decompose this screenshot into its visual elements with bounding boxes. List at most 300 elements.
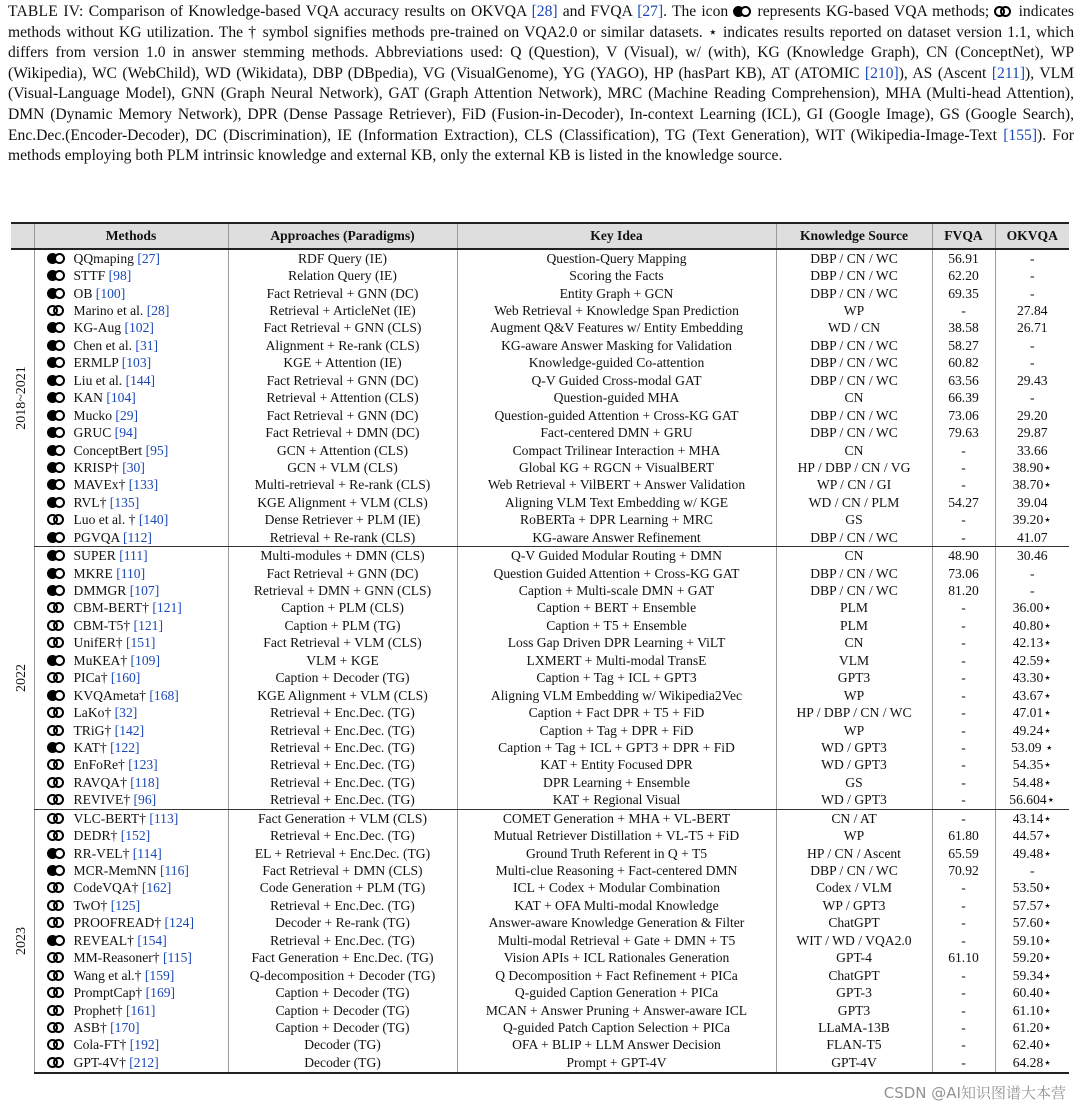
year-group-cell — [11, 810, 34, 1073]
method-cell — [34, 704, 228, 721]
knowledge-source-cell: CN — [776, 442, 932, 459]
no-kg-icon — [47, 917, 66, 928]
key-idea-cell: Question Guided Attention + Cross-KG GAT — [457, 565, 776, 582]
fvqa-cell: - — [932, 529, 995, 547]
okvqa-cell: - — [995, 390, 1069, 407]
method-citation: [113] — [149, 810, 179, 826]
approach-cell: RDF Query (IE) — [228, 249, 457, 267]
method-citation: [111] — [119, 548, 148, 564]
method-cell — [34, 1054, 228, 1072]
table-row — [11, 897, 1069, 914]
method-citation: [115] — [162, 950, 192, 966]
okvqa-cell: 43.14⋆ — [995, 810, 1069, 828]
method-name: Chen et al. — [73, 337, 136, 353]
knowledge-source-cell: LLaMA-13B — [776, 1019, 932, 1036]
method-name: PICa† — [73, 670, 111, 686]
method-name: Cola-FT† — [73, 1037, 130, 1053]
method-citation: [133] — [128, 477, 159, 493]
knowledge-source-cell: GPT-4 — [776, 950, 932, 967]
caption-text-segment: ), AS (Ascent — [898, 64, 992, 82]
kg-based-icon — [47, 445, 66, 456]
knowledge-source-cell: CN — [776, 547, 932, 565]
no-kg-icon — [47, 777, 66, 788]
method-name: DMMGR — [73, 583, 130, 599]
method-cell — [34, 442, 228, 459]
knowledge-source-cell: GPT3 — [776, 670, 932, 687]
method-name: ERMLP — [73, 355, 122, 371]
knowledge-source-cell: WP — [776, 302, 932, 319]
method-citation: [144] — [125, 372, 156, 388]
method-cell — [34, 600, 228, 617]
method-cell — [34, 477, 228, 494]
okvqa-cell: 42.59⋆ — [995, 652, 1069, 669]
method-name: KG-Aug — [73, 320, 125, 336]
approach-cell: Caption + Decoder (TG) — [228, 1019, 457, 1036]
approach-cell: Multi-retrieval + Re-rank (CLS) — [228, 477, 457, 494]
method-citation: [95] — [145, 442, 169, 458]
okvqa-cell: 29.43 — [995, 372, 1069, 389]
key-idea-cell: Prompt + GPT-4V — [457, 1054, 776, 1072]
method-name: QQmaping — [73, 250, 138, 266]
kg-based-icon — [47, 288, 66, 299]
method-cell — [34, 494, 228, 511]
method-name: REVEAL† — [73, 932, 138, 948]
table-row — [11, 1054, 1069, 1072]
knowledge-source-cell: DBP / CN / WC — [776, 372, 932, 389]
okvqa-cell: 36.00⋆ — [995, 600, 1069, 617]
approach-cell: Retrieval + Enc.Dec. (TG) — [228, 897, 457, 914]
okvqa-cell: 29.20 — [995, 407, 1069, 424]
knowledge-source-cell: DBP / CN / WC — [776, 249, 932, 267]
kg-based-icon — [47, 462, 66, 473]
okvqa-cell: - — [995, 337, 1069, 354]
table-row — [11, 932, 1069, 949]
method-name: CodeVQA† — [73, 880, 142, 896]
table-row — [11, 459, 1069, 476]
method-citation: [212] — [129, 1054, 159, 1070]
approach-cell: EL + Retrieval + Enc.Dec. (TG) — [228, 845, 457, 862]
knowledge-source-cell: CN / AT — [776, 810, 932, 828]
kg-based-icon — [47, 410, 66, 421]
approach-cell: Retrieval + Enc.Dec. (TG) — [228, 739, 457, 756]
kg-based-icon — [47, 585, 66, 596]
table-row — [11, 984, 1069, 1001]
approach-cell: KGE Alignment + VLM (CLS) — [228, 687, 457, 704]
key-idea-cell: KAT + OFA Multi-modal Knowledge — [457, 897, 776, 914]
method-cell — [34, 617, 228, 634]
knowledge-source-cell: WD / GPT3 — [776, 739, 932, 756]
fvqa-cell: - — [932, 704, 995, 721]
okvqa-cell: - — [995, 862, 1069, 879]
table-row — [11, 722, 1069, 739]
approach-cell: Retrieval + Enc.Dec. (TG) — [228, 774, 457, 791]
caption-text-segment: indicates methods without KG utilization. The † symbol signifies methods pre-trained on VQA2.0 or similar datasets. ⋆ indicates results reported on dataset version 1.1, which differs from version 1.0 in answer stemming methods. Abbreviations used: Q (Question), V (Visual), w/ (with), KG (Knowledge Graph), CN (ConceptNet), WP (Wikipedia), WC (WebChild), WD (Wikidata), DBP (DBpedia), VG (VisualGenome), YG (YAGO), HP (hasPart KB), AT (ATOMIC — [8, 3, 1074, 82]
method-cell — [34, 739, 228, 756]
key-idea-cell: Ground Truth Referent in Q + T5 — [457, 845, 776, 862]
method-name: OB — [73, 285, 96, 301]
fvqa-cell: - — [932, 932, 995, 949]
method-name: UnifER† — [73, 635, 126, 651]
table-row — [11, 529, 1069, 547]
fvqa-cell: 54.27 — [932, 494, 995, 511]
method-name: GRUC — [73, 425, 115, 441]
fvqa-cell: 73.06 — [932, 407, 995, 424]
caption-text-segment: Comparison of Knowledge-based VQA accuracy results on OKVQA — [83, 3, 532, 20]
method-citation: [103] — [121, 355, 152, 371]
method-cell — [34, 337, 228, 354]
fvqa-cell: - — [932, 302, 995, 319]
table-row — [11, 774, 1069, 791]
fvqa-cell: - — [932, 967, 995, 984]
fvqa-cell: - — [932, 687, 995, 704]
method-name: KAN — [73, 390, 107, 406]
approach-cell: Decoder (TG) — [228, 1037, 457, 1054]
approach-cell: Retrieval + Enc.Dec. (TG) — [228, 722, 457, 739]
method-citation: [110] — [116, 565, 146, 581]
method-citation: [159] — [144, 967, 175, 983]
method-name: RR-VEL† — [73, 845, 133, 861]
fvqa-cell: 38.58 — [932, 320, 995, 337]
kg-based-icon — [47, 479, 66, 490]
approach-cell: Fact Retrieval + DMN (CLS) — [228, 862, 457, 879]
method-name: MM-Reasoner† — [73, 950, 163, 966]
approach-cell: Caption + Decoder (TG) — [228, 1002, 457, 1019]
method-name: KVQAmeta† — [73, 687, 150, 703]
approach-cell: Caption + PLM (CLS) — [228, 600, 457, 617]
method-citation: [104] — [106, 390, 136, 406]
kg-based-icon — [47, 550, 66, 561]
fvqa-cell: - — [932, 1019, 995, 1036]
okvqa-cell: 59.34⋆ — [995, 967, 1069, 984]
header-approaches: Approaches (Paradigms) — [228, 223, 457, 249]
fvqa-cell: - — [932, 897, 995, 914]
fvqa-cell: 63.56 — [932, 372, 995, 389]
approach-cell: Fact Retrieval + GNN (DC) — [228, 407, 457, 424]
key-idea-cell: Mutual Retriever Distillation + VL-T5 + FiD — [457, 827, 776, 844]
knowledge-source-cell: HP / DBP / CN / WC — [776, 704, 932, 721]
okvqa-cell: 26.71 — [995, 320, 1069, 337]
okvqa-cell: 42.13⋆ — [995, 635, 1069, 652]
okvqa-cell: 47.01⋆ — [995, 704, 1069, 721]
method-cell — [34, 810, 228, 828]
approach-cell: Caption + PLM (TG) — [228, 617, 457, 634]
fvqa-cell: - — [932, 915, 995, 932]
table-row — [11, 494, 1069, 511]
table-row — [11, 565, 1069, 582]
kg-based-icon — [47, 340, 66, 351]
method-citation: [125] — [110, 897, 141, 913]
method-citation: [27] — [137, 250, 160, 266]
method-cell — [34, 880, 228, 897]
approach-cell: Retrieval + Enc.Dec. (TG) — [228, 704, 457, 721]
method-citation: [161] — [125, 1002, 156, 1018]
method-name: TwO† — [73, 897, 111, 913]
fvqa-cell: - — [932, 757, 995, 774]
key-idea-cell: Caption + Tag + ICL + GPT3 — [457, 670, 776, 687]
year-label: 2023 — [14, 927, 30, 956]
method-name: LaKo† — [73, 705, 115, 721]
no-kg-icon — [47, 305, 66, 316]
method-name: EnFoRe† — [73, 757, 129, 773]
caption-text-segment: ), VLM (Visual-Language Model), GNN (Graph Neural Network), GAT (Graph Attention Network), MRC (Machine Reading Comprehension), MHA (Multi-head Attention), DMN (Dynamic Memory Network), DPR (Dense Passage Retriever), FiD (Fusion-in-Decoder), In-context Learning (ICL), GI (Google Image), GS (Google Search), Enc.Dec.(Encoder-Decoder), DC (Discrimination), IE (Information Extraction), CLS (Classification), TG (Text Generation), WIT (Wikipedia-Image-Text — [8, 64, 1074, 144]
table-row — [11, 512, 1069, 529]
method-citation: [124] — [164, 915, 194, 931]
key-idea-cell: Multi-modal Retrieval + Gate + DMN + T5 — [457, 932, 776, 949]
table-row — [11, 442, 1069, 459]
method-cell — [34, 897, 228, 914]
okvqa-cell: 53.09 ⋆ — [995, 739, 1069, 756]
table-row — [11, 967, 1069, 984]
table-row — [11, 582, 1069, 599]
method-cell — [34, 582, 228, 599]
table-row — [11, 600, 1069, 617]
approach-cell: Retrieval + Enc.Dec. (TG) — [228, 827, 457, 844]
table-header-row — [11, 223, 1069, 249]
table-row — [11, 285, 1069, 302]
method-citation: [102] — [124, 320, 154, 336]
approach-cell: Retrieval + Attention (CLS) — [228, 390, 457, 407]
table-row — [11, 915, 1069, 932]
approach-cell: GCN + VLM (CLS) — [228, 459, 457, 476]
kg-based-icon — [47, 532, 66, 543]
fvqa-cell: 56.91 — [932, 249, 995, 267]
key-idea-cell: Q-guided Caption Generation + PICa — [457, 984, 776, 1001]
approach-cell: Retrieval + Re-rank (CLS) — [228, 529, 457, 547]
method-citation: [32] — [114, 705, 138, 721]
knowledge-source-cell: WD / GPT3 — [776, 792, 932, 810]
method-citation: [100] — [95, 285, 126, 301]
approach-cell: Fact Retrieval + GNN (DC) — [228, 565, 457, 582]
method-cell — [34, 512, 228, 529]
table-row — [11, 1037, 1069, 1054]
method-citation: [116] — [159, 863, 189, 879]
key-idea-cell: Web Retrieval + Knowledge Span Prediction — [457, 302, 776, 319]
approach-cell: Decoder (TG) — [228, 1054, 457, 1072]
kg-based-icon — [47, 848, 66, 859]
approach-cell: Caption + Decoder (TG) — [228, 670, 457, 687]
key-idea-cell: Q-V Guided Cross-modal GAT — [457, 372, 776, 389]
no-kg-icon — [47, 672, 66, 683]
no-kg-icon — [47, 637, 66, 648]
key-idea-cell: KG-aware Answer Masking for Validation — [457, 337, 776, 354]
caption-citation: [27] — [637, 3, 664, 20]
fvqa-cell: 60.82 — [932, 355, 995, 372]
knowledge-source-cell: GPT-4V — [776, 1054, 932, 1072]
knowledge-source-cell: DBP / CN / WC — [776, 355, 932, 372]
knowledge-source-cell: WP / GPT3 — [776, 897, 932, 914]
key-idea-cell: LXMERT + Multi-modal TransE — [457, 652, 776, 669]
fvqa-cell: - — [932, 652, 995, 669]
no-kg-icon — [47, 970, 66, 981]
key-idea-cell: MCAN + Answer Pruning + Answer-aware ICL — [457, 1002, 776, 1019]
key-idea-cell: Knowledge-guided Co-attention — [457, 355, 776, 372]
method-citation: [96] — [133, 792, 157, 808]
table-row — [11, 810, 1069, 828]
knowledge-source-cell: DBP / CN / WC — [776, 267, 932, 284]
method-cell — [34, 652, 228, 669]
header-key-idea: Key Idea — [457, 223, 776, 249]
table-row — [11, 320, 1069, 337]
method-citation: [140] — [138, 512, 169, 528]
no-kg-icon — [47, 514, 66, 525]
knowledge-source-cell: DBP / CN / WC — [776, 285, 932, 302]
method-name: ConceptBert — [73, 442, 146, 458]
key-idea-cell: OFA + BLIP + LLM Answer Decision — [457, 1037, 776, 1054]
fvqa-cell: - — [932, 442, 995, 459]
method-cell — [34, 915, 228, 932]
header-methods: Methods — [34, 223, 228, 249]
no-kg-icon — [47, 725, 66, 736]
method-name: TRiG† — [73, 722, 115, 738]
method-name: KAT† — [73, 739, 111, 755]
method-name: MCR-MemNN — [73, 863, 160, 879]
no-kg-icon — [47, 882, 66, 893]
method-cell — [34, 529, 228, 547]
approach-cell: Caption + Decoder (TG) — [228, 984, 457, 1001]
okvqa-cell: 62.40⋆ — [995, 1037, 1069, 1054]
no-kg-icon — [47, 620, 66, 631]
okvqa-cell: 60.40⋆ — [995, 984, 1069, 1001]
knowledge-source-cell: WP — [776, 722, 932, 739]
fvqa-cell: 48.90 — [932, 547, 995, 565]
okvqa-cell: 43.67⋆ — [995, 687, 1069, 704]
knowledge-source-cell: CN — [776, 390, 932, 407]
method-citation: [28] — [146, 303, 170, 319]
method-citation: [112] — [122, 529, 152, 545]
key-idea-cell: Aligning VLM Text Embedding w/ KGE — [457, 494, 776, 511]
kg-based-icon — [47, 392, 66, 403]
method-cell — [34, 1002, 228, 1019]
key-idea-cell: RoBERTa + DPR Learning + MRC — [457, 512, 776, 529]
okvqa-cell: 49.24⋆ — [995, 722, 1069, 739]
key-idea-cell: Q-guided Patch Caption Selection + PICa — [457, 1019, 776, 1036]
knowledge-source-cell: DBP / CN / WC — [776, 582, 932, 599]
year-label: 2022 — [14, 664, 30, 693]
method-citation: [135] — [109, 494, 140, 510]
kg-based-icon — [47, 568, 66, 579]
okvqa-cell: 49.48⋆ — [995, 845, 1069, 862]
knowledge-source-cell: WD / CN — [776, 320, 932, 337]
fvqa-cell: - — [932, 512, 995, 529]
method-citation: [118] — [130, 774, 160, 790]
header-okvqa: OKVQA — [995, 223, 1069, 249]
fvqa-cell: - — [932, 459, 995, 476]
okvqa-cell: - — [995, 355, 1069, 372]
table-row — [11, 652, 1069, 669]
fvqa-cell: - — [932, 792, 995, 810]
fvqa-cell: - — [932, 477, 995, 494]
approach-cell: Fact Retrieval + GNN (DC) — [228, 285, 457, 302]
approach-cell: Retrieval + Enc.Dec. (TG) — [228, 792, 457, 810]
key-idea-cell: Question-guided MHA — [457, 390, 776, 407]
no-kg-icon — [47, 987, 66, 998]
table-row — [11, 950, 1069, 967]
approach-cell: Relation Query (IE) — [228, 267, 457, 284]
knowledge-source-cell: ChatGPT — [776, 915, 932, 932]
method-cell — [34, 984, 228, 1001]
method-cell — [34, 635, 228, 652]
key-idea-cell: Aligning VLM Embedding w/ Wikipedia2Vec — [457, 687, 776, 704]
okvqa-cell: 57.60⋆ — [995, 915, 1069, 932]
knowledge-source-cell: GPT-3 — [776, 984, 932, 1001]
approach-cell: Fact Generation + VLM (CLS) — [228, 810, 457, 828]
table-row — [11, 477, 1069, 494]
no-kg-icon — [47, 759, 66, 770]
method-cell — [34, 355, 228, 372]
method-name: PGVQA — [73, 529, 123, 545]
key-idea-cell: ICL + Codex + Modular Combination — [457, 880, 776, 897]
key-idea-cell: Question-Query Mapping — [457, 249, 776, 267]
table-row — [11, 424, 1069, 441]
table-row — [11, 827, 1069, 844]
method-cell — [34, 390, 228, 407]
fvqa-cell: - — [932, 1037, 995, 1054]
method-name: Liu et al. — [73, 372, 126, 388]
method-cell — [34, 774, 228, 791]
method-name: Marino et al. — [73, 303, 147, 319]
table-row — [11, 739, 1069, 756]
table-row — [11, 547, 1069, 565]
caption-text-segment: ). For methods employing both PLM intrinsic knowledge and external KB, only the external KB is listed in the knowledge source. — [8, 126, 1074, 165]
method-citation: [123] — [128, 757, 158, 773]
knowledge-source-cell: DBP / CN / WC — [776, 529, 932, 547]
table-label: TABLE IV: — [8, 3, 84, 20]
fvqa-cell: - — [932, 722, 995, 739]
kg-based-icon — [47, 865, 66, 876]
fvqa-cell: 70.92 — [932, 862, 995, 879]
table-row — [11, 390, 1069, 407]
knowledge-source-cell: WD / CN / PLM — [776, 494, 932, 511]
fvqa-cell: - — [932, 635, 995, 652]
approach-cell: Code Generation + PLM (TG) — [228, 880, 457, 897]
key-idea-cell: Caption + Tag + ICL + GPT3 + DPR + FiD — [457, 739, 776, 756]
no-kg-icon — [47, 794, 66, 805]
method-citation: [114] — [132, 845, 162, 861]
okvqa-cell: 39.20⋆ — [995, 512, 1069, 529]
method-name: DEDR† — [73, 828, 121, 844]
approach-cell: KGE + Attention (IE) — [228, 355, 457, 372]
approach-cell: Retrieval + Enc.Dec. (TG) — [228, 757, 457, 774]
table-row — [11, 355, 1069, 372]
okvqa-cell: 39.04 — [995, 494, 1069, 511]
key-idea-cell: KAT + Entity Focused DPR — [457, 757, 776, 774]
header-knowledge-source: Knowledge Source — [776, 223, 932, 249]
approach-cell: Fact Retrieval + VLM (CLS) — [228, 635, 457, 652]
okvqa-cell: 57.57⋆ — [995, 897, 1069, 914]
method-cell — [34, 407, 228, 424]
kg-based-icon — [47, 742, 66, 753]
method-name: PromptCap† — [73, 985, 146, 1001]
method-name: VLC-BERT† — [73, 810, 150, 826]
fvqa-cell: - — [932, 617, 995, 634]
knowledge-source-cell: GS — [776, 774, 932, 791]
fvqa-cell: 69.35 — [932, 285, 995, 302]
method-cell — [34, 267, 228, 284]
knowledge-source-cell: DBP / CN / WC — [776, 862, 932, 879]
method-citation: [94] — [114, 425, 138, 441]
method-name: Mucko — [73, 407, 116, 423]
okvqa-cell: 38.70⋆ — [995, 477, 1069, 494]
caption-text-segment: represents KG-based VQA methods; — [752, 3, 995, 20]
table-row — [11, 407, 1069, 424]
no-kg-icon — [47, 952, 66, 963]
fvqa-cell: - — [932, 810, 995, 828]
method-cell — [34, 932, 228, 949]
method-name: ASB† — [73, 1019, 111, 1035]
method-cell — [34, 722, 228, 739]
table-caption — [8, 2, 1074, 167]
okvqa-cell: 33.66 — [995, 442, 1069, 459]
